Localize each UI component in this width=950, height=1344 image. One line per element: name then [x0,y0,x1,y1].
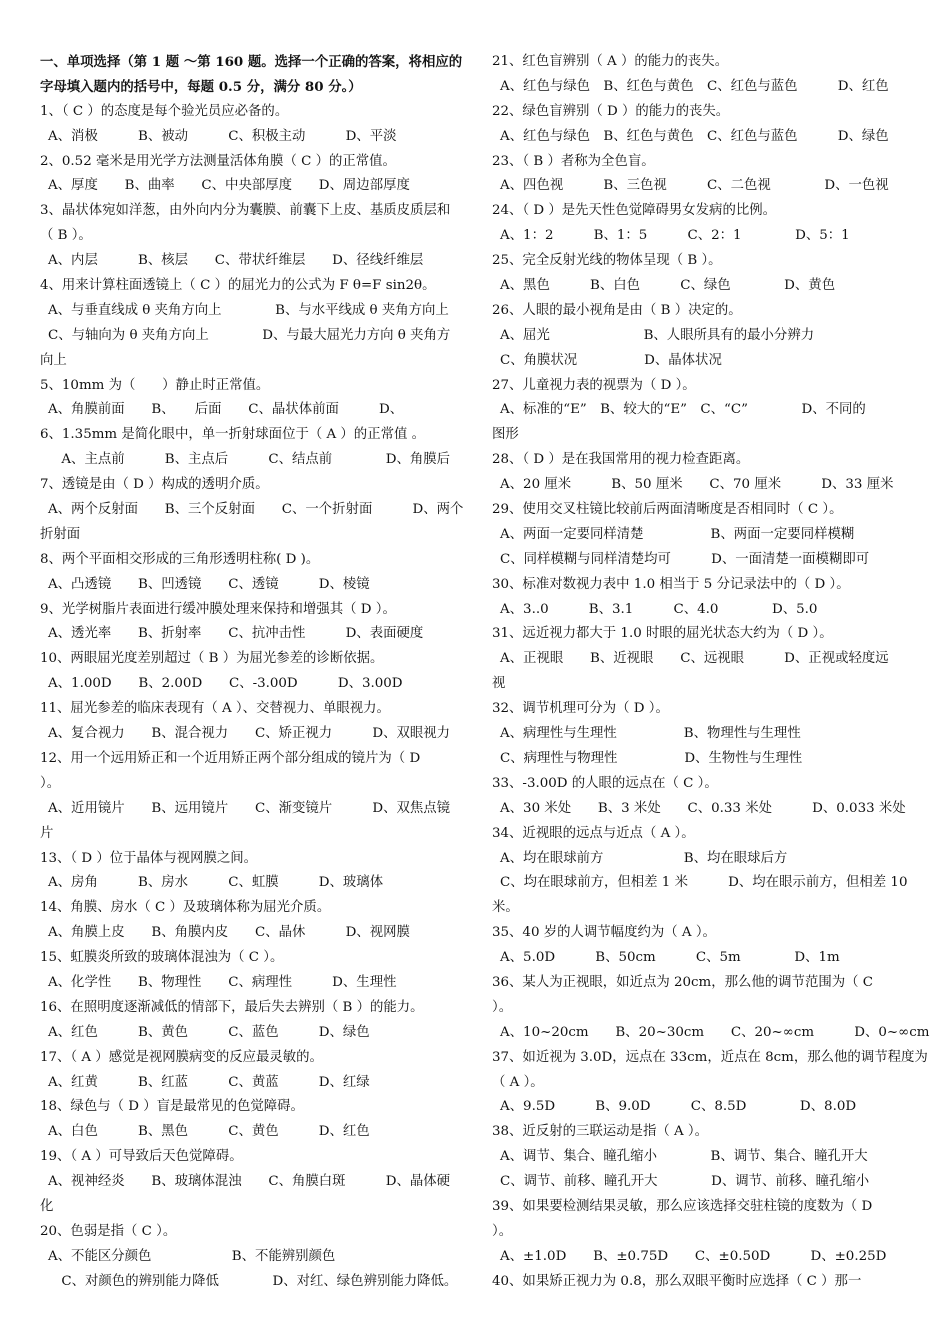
answer-options-line: A、10~20cm B、20~30cm C、20~∞cm D、0~∞cm [500,1024,930,1040]
question-line: 3、晶状体宛如洋葱，由外向内分为囊膜、前囊下上皮、基质皮质层和 [40,203,451,219]
question-line: 27、儿童视力表的视票为（ D ）。 [492,377,696,393]
question-line: 29、使用交叉柱镜比较前后两面清晰度是否相同时（ C ）。 [492,502,843,518]
question-line: 15、虹膜炎所致的玻璃体混浊为（ C ）。 [40,950,284,966]
question-line: 20、色弱是指（ C ）。 [40,1223,177,1239]
answer-options-line: A、与垂直线成 θ 夹角方向上 B、与水平线成 θ 夹角方向上 [48,302,449,318]
question-line: ）。 [492,1223,513,1239]
question-line: 图形 [492,427,519,443]
question-line: 11、屈光参差的临床表现有（ A ）、交替视力、单眼视力。 [40,701,390,717]
answer-options-line: A、近用镜片 B、远用镜片 C、渐变镜片 D、双焦点镜 [48,800,451,816]
answer-options-line: A、两面一定要同样清楚 B、两面一定要同样模糊 [500,526,855,542]
question-line: 36、某人为正视眼，如近点为 20cm，那么他的调节范围为（ C [492,974,874,990]
answer-options-line: A、黑色 B、白色 C、绿色 D、黄色 [500,278,836,294]
answer-options-line: A、不能区分颜色 B、不能辨别颜色 [48,1248,336,1264]
question-line: 21、红色盲辨别（ A ）的能力的丧失。 [492,54,729,69]
question-line: 31、远近视力都大于 1.0 时眼的屈光状态大约为（ D ）。 [492,626,833,642]
answer-options-line: A、内层 B、核层 C、带状纤维层 D、径线纤维层 [48,253,424,269]
question-line: 25、完全反射光线的物体呈现（ B ）。 [492,253,722,269]
question-line: 24、（ D ）是先天性色觉障碍男女发病的比例。 [492,203,777,219]
question-line: 18、绿色与（ D ）盲是最常见的色觉障碍。 [40,1099,304,1115]
question-line: 7、透镜是由（ D ）构成的透明介质。 [40,477,269,493]
question-line: 28、（ D ）是在我国常用的视力检查距离。 [492,452,750,468]
section-heading-line: 一、单项选择（第 1 题 ～第 160 题。选择一个正确的答案，将相应的 [40,54,463,70]
answer-options-line: A、红色 B、黄色 C、蓝色 D、绿色 [48,1024,370,1040]
question-line: （ A ）。 [492,1074,544,1090]
answer-options-line: C、病理性与物理性 D、生物性与生理性 [500,750,803,766]
answer-options-line: A、凸透镜 B、凹透镜 C、透镜 D、棱镜 [48,576,370,592]
answer-options-line: A、1：2 B、1：5 C、2：1 D、5：1 [500,228,850,244]
answer-options-line: A、屈光 B、人眼所具有的最小分辨力 [500,327,815,343]
answer-options-line: A、消极 B、被动 C、积极主动 D、平淡 [48,128,397,144]
answer-options-line: A、1.00D B、2.00D C、-3.00D D、3.00D [48,676,403,692]
answer-options-line: A、9.5D B、9.0D C、8.5D D、8.0D [500,1099,857,1115]
answer-options-line: A、调节、集合、瞳孔缩小 B、调节、集合、瞳孔开大 [500,1149,868,1165]
question-line: 40、如果矫正视力为 0.8，那么双眼平衡时应选择（ C ）那一 [492,1273,862,1289]
question-line: 33、-3.00D 的人眼的远点在（ C ）。 [492,775,718,791]
question-line: 4、用来计算柱面透镜上（ C ）的屈光力的公式为 F θ=F sin2θ。 [40,278,436,294]
question-line: 30、标准对数视力表中 1.0 相当于 5 分记录法中的（ D ）。 [492,576,850,592]
answer-options-line: A、视神经炎 B、玻璃体混浊 C、角膜白斑 D、晶体硬 [48,1174,451,1190]
question-line: 2、0.52 毫米是用光学方法测量活体角膜（ C ）的正常值。 [40,153,396,169]
question-line: 视 [492,676,506,692]
section-heading-line: 字母填入题内的括号中，每题 0.5 分，满分 80 分。） [40,78,362,95]
answer-options-line: A、正视眼 B、近视眼 C、远视眼 D、正视或轻度远 [500,651,889,667]
answer-options-line: C、对颜色的辨别能力降低 D、对红、绿色辨别能力降低。 [48,1273,458,1289]
question-line: 35、40 岁的人调节幅度约为（ A ）。 [492,925,716,941]
answer-options-line: A、±1.0D B、±0.75D C、±0.50D D、±0.25D [500,1248,887,1264]
question-line: 折射面 [40,526,81,542]
answer-options-line: A、透光率 B、折射率 C、抗冲击性 D、表面硬度 [48,626,424,642]
question-line: 10、两眼屈光度差别超过（ B ）为屈光参差的诊断依据。 [40,651,384,667]
question-line: 17、（ A ）感觉是视网膜病变的反应最灵敏的。 [40,1049,323,1065]
answer-options-line: A、3..0 B、3.1 C、4.0 D、5.0 [500,601,818,617]
question-line: （ B ）。 [40,228,92,244]
question-line: 1、（ C ）的态度是每个验光员应必备的。 [40,103,289,119]
question-line: 32、调节机理可分为（ D ）。 [492,701,669,717]
right-column [492,50,930,1295]
question-line: 12、用一个远用矫正和一个近用矫正两个部分组成的镜片为（ D [40,750,421,766]
question-line: 22、绿色盲辨别（ D ）的能力的丧失。 [492,103,730,119]
answer-options-line: A、化学性 B、物理性 C、病理性 D、生理性 [48,974,397,990]
answer-options-line: C、同样模糊与同样清楚均可 D、一面清楚一面模糊即可 [500,551,870,567]
question-line: ）。 [492,999,513,1015]
answer-options-line: A、主点前 B、主点后 C、结点前 D、角膜后 [48,452,451,468]
question-line: 9、光学树脂片表面进行缓冲膜处理来保持和增强其（ D ）。 [40,601,396,617]
question-line: 26、人眼的最小视角是由（ B ）决定的。 [492,302,742,318]
question-line: 向上 [40,352,67,368]
answer-options-line: C、调节、前移、瞳孔开大 D、调节、前移、瞳孔缩小 [500,1174,870,1190]
question-line: ）。 [40,775,61,791]
question-line: 23、（ B ）者称为全色盲。 [492,153,655,169]
question-line: 片 [40,825,54,841]
answer-options-line: A、均在眼球前方 B、均在眼球后方 [500,850,788,866]
question-line: 化 [40,1198,54,1214]
answer-options-line: C、均在眼球前方，但相差 1 米 D、均在眼示前方，但相差 10 [500,875,908,891]
question-line: 5、10mm 为（ ）静止时正常值。 [40,377,270,393]
answer-options-line: A、标准的“E” B、较大的“E” C、“C” D、不同的 [500,402,866,418]
answer-options-line: A、白色 B、黑色 C、黄色 D、红色 [48,1124,370,1140]
answer-options-line: A、5.0D B、50cm C、5m D、1m [500,950,840,966]
answer-options-line: A、红色与绿色 B、红色与黄色 C、红色与蓝色 D、红色 [500,78,889,94]
question-line: 37、如近视为 3.0D，远点在 33cm，近点在 8cm，那么他的调节程度为 [492,1049,928,1065]
question-line: 16、在照明度逐渐减低的情部下，最后失去辨别（ B ）的能力。 [40,999,424,1015]
question-line: 38、近反射的三联运动是指（ A ）。 [492,1124,708,1140]
question-line: 34、近视眼的远点与近点（ A ）。 [492,825,695,841]
question-line: 13、（ D ）位于晶体与视网膜之间。 [40,850,258,866]
answer-options-line: A、厚度 B、曲率 C、中央部厚度 D、周边部厚度 [48,178,410,194]
answer-options-line: A、20 厘米 B、50 厘米 C、70 厘米 D、33 厘米 [500,477,894,493]
left-column [40,50,463,1295]
answer-options-line: A、红色与绿色 B、红色与黄色 C、红色与蓝色 D、绿色 [500,128,889,144]
answer-options-line: C、与轴向为 θ 夹角方向上 D、与最大屈光力方向 θ 夹角方 [48,327,451,343]
answer-options-line: A、病理性与生理性 B、物理性与生理性 [500,726,801,742]
answer-options-line: A、角膜上皮 B、角膜内皮 C、晶休 D、视网膜 [48,925,410,941]
question-line: 8、两个平面相交形成的三角形透明柱称( D )。 [40,551,320,567]
answer-options-line: A、房角 B、房水 C、虹膜 D、玻璃体 [48,875,384,891]
answer-options-line: A、四色视 B、三色视 C、二色视 D、一色视 [500,178,889,194]
answer-options-line: A、两个反射面 B、三个反射面 C、一个折射面 D、两个 [48,502,464,518]
answer-options-line: C、角膜状况 D、晶体状况 [500,352,722,368]
question-line: 19、（ A ）可导致后天色觉障碍。 [40,1149,243,1165]
answer-options-line: A、角膜前面 B、 后面 C、晶状体前面 D、 [48,402,404,418]
question-line: 39、如果要检测结果灵敏，那么应该选择交驻柱镜的度数为（ D [492,1198,873,1214]
answer-options-line: A、复合视力 B、混合视力 C、矫正视力 D、双眼视力 [48,726,451,742]
question-line: 6、1.35mm 是简化眼中，单一折射球面位于（ A ）的正常值 。 [40,427,426,443]
question-line: 米。 [492,900,519,916]
answer-options-line: A、红黄 B、红蓝 C、黄蓝 D、红绿 [48,1074,370,1090]
answer-options-line: A、30 米处 B、3 米处 C、0.33 米处 D、0.033 米处 [500,800,906,816]
question-line: 14、角膜、房水（ C ）及玻璃体称为屈光介质。 [40,900,331,916]
